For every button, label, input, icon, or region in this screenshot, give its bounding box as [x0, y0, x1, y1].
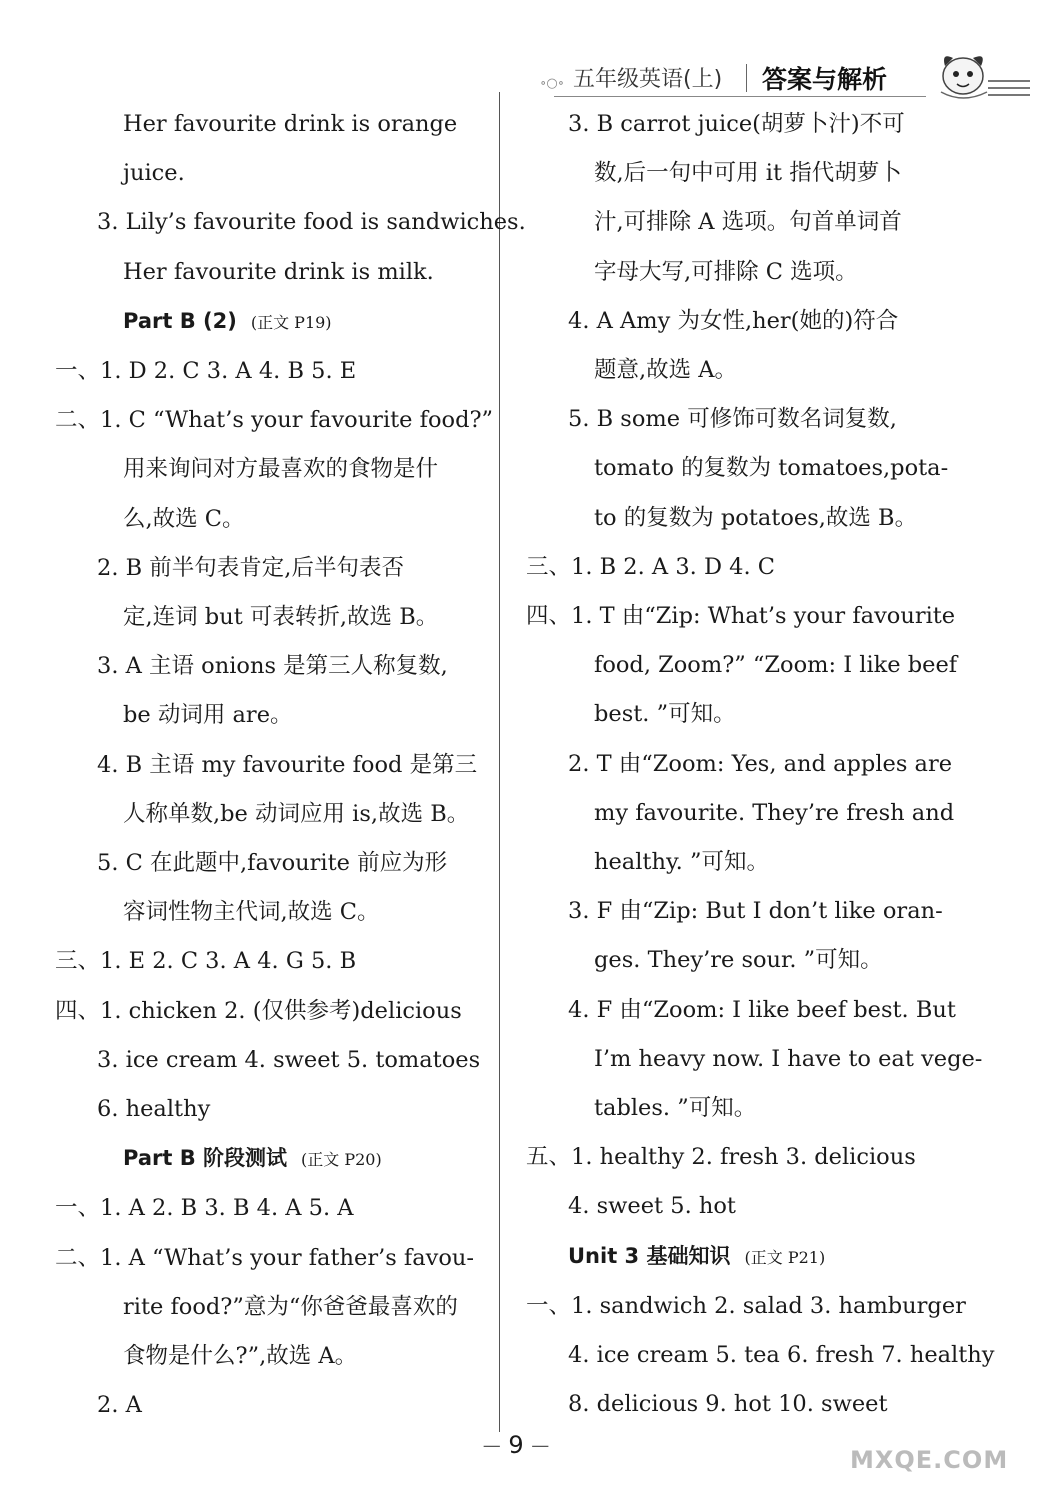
- answer-line: 4. F 由“Zoom: I like beef best. But: [568, 996, 956, 1023]
- section-heading: [55, 297, 495, 347]
- answer-line: 3. Lily’s favourite food is sandwiches.: [97, 209, 526, 236]
- answer-line: 5. C 在此题中,favourite 前应为形: [97, 850, 448, 877]
- page-number: — 9 —: [482, 1431, 550, 1459]
- answer-line: 6. healthy: [97, 1096, 211, 1123]
- answer-line: rite food?”意为“你爸爸最喜欢的: [123, 1293, 458, 1320]
- answer-line: 4. ice cream 5. tea 6. fresh 7. healthy: [568, 1342, 995, 1369]
- answer-line: 容词性物主代词,故选 C。: [123, 899, 380, 926]
- answer-line: 4. sweet 5. hot: [568, 1193, 736, 1220]
- section-heading-title: Part B 阶段测试: [123, 1146, 288, 1171]
- book-title: 五年级英语(上): [573, 67, 723, 92]
- mascot-icon: [935, 46, 993, 100]
- answer-line: 字母大写,可排除 C 选项。: [594, 258, 858, 285]
- answer-line: 3. F 由“Zip: But I don’t like oran-: [568, 898, 943, 925]
- answer-line: be 动词用 are。: [123, 702, 293, 729]
- answer-line: 四、1. chicken 2. (仅供参考)delicious: [55, 997, 462, 1024]
- answer-line: 2. A: [97, 1392, 142, 1419]
- answer-line: 2. B 前半句表肯定,后半句表否: [97, 554, 404, 581]
- page-number-value: 9: [508, 1431, 524, 1459]
- answer-line: 题意,故选 A。: [594, 357, 738, 384]
- header-separator: [746, 64, 747, 92]
- answer-line: 么,故选 C。: [123, 505, 245, 532]
- decorative-dots: ∘○∘: [540, 76, 565, 91]
- answer-line: tables. ”可知。: [594, 1095, 757, 1122]
- watermark: MXQE.COM: [850, 1446, 1009, 1474]
- answer-line: 汁,可排除 A 选项。句首单词首: [594, 209, 902, 236]
- answer-line: healthy. ”可知。: [594, 849, 769, 876]
- column-divider: [499, 92, 500, 1432]
- section-title: 答案与解析: [762, 65, 888, 94]
- section-heading: [55, 1134, 495, 1184]
- header-stripes: [988, 80, 1030, 101]
- answer-line: 二、1. A “What’s your father’s favou-: [55, 1244, 475, 1271]
- answer-line: 一、1. D 2. C 3. A 4. B 5. E: [55, 358, 357, 385]
- header-rule: [554, 96, 926, 97]
- answer-line: I’m heavy now. I have to eat vege-: [594, 1045, 983, 1072]
- answer-line: tomato 的复数为 tomatoes,pota-: [594, 455, 949, 482]
- answer-line: 人称单数,be 动词应用 is,故选 B。: [123, 800, 470, 827]
- answer-line: 3. ice cream 4. sweet 5. tomatoes: [97, 1046, 481, 1073]
- answer-line: 食物是什么?”,故选 A。: [123, 1343, 358, 1370]
- answer-line: 5. B some 可修饰可数名词复数,: [568, 406, 897, 433]
- answer-line: ges. They’re sour. ”可知。: [594, 947, 883, 974]
- section-heading-title: Unit 3 基础知识: [568, 1243, 731, 1268]
- answer-line: Her favourite drink is orange: [123, 111, 458, 137]
- answer-line: to 的复数为 potatoes,故选 B。: [594, 504, 918, 531]
- page-reference: (正文 P21): [744, 1247, 826, 1267]
- answer-line: 一、1. A 2. B 3. B 4. A 5. A: [55, 1195, 354, 1222]
- answer-line: 三、1. B 2. A 3. D 4. C: [526, 553, 775, 580]
- answer-line: food, Zoom?” “Zoom: I like beef: [594, 652, 958, 679]
- answer-line: 8. delicious 9. hot 10. sweet: [568, 1391, 888, 1418]
- answer-line: 3. B carrot juice(胡萝卜汁)不可: [568, 111, 905, 137]
- right-column: [526, 100, 995, 1429]
- answer-line: 二、1. C “What’s your favourite food?”: [55, 407, 494, 434]
- answer-line: 定,连词 but 可表转折,故选 B。: [123, 604, 439, 631]
- answer-line: 三、1. E 2. C 3. A 4. G 5. B: [55, 948, 357, 975]
- answer-line: 4. B 主语 my favourite food 是第三: [97, 751, 478, 778]
- answer-line: 五、1. healthy 2. fresh 3. delicious: [526, 1144, 916, 1171]
- answer-line: Her favourite drink is milk.: [123, 258, 434, 285]
- answer-line: 用来询问对方最喜欢的食物是什: [123, 456, 439, 483]
- answer-line: 一、1. sandwich 2. salad 3. hamburger: [526, 1292, 966, 1319]
- answer-line: 四、1. T 由“Zip: What’s your favourite: [526, 603, 956, 630]
- page-reference: (正文 P20): [301, 1150, 382, 1170]
- answer-line: best. ”可知。: [594, 701, 736, 728]
- answer-line: 数,后一句中可用 it 指代胡萝卜: [594, 160, 902, 187]
- page-reference: (正文 P19): [250, 312, 332, 332]
- left-column: [55, 100, 526, 1430]
- section-heading-title: Part B (2): [123, 308, 237, 333]
- answer-line: 2. T 由“Zoom: Yes, and apples are: [568, 750, 953, 777]
- answer-line: 4. A Amy 为女性,her(她的)符合: [568, 307, 899, 334]
- answer-line: 3. A 主语 onions 是第三人称复数,: [97, 653, 448, 680]
- answer-line: my favourite. They’re fresh and: [594, 799, 955, 826]
- answer-line: juice.: [123, 160, 185, 187]
- section-heading: [526, 1232, 956, 1282]
